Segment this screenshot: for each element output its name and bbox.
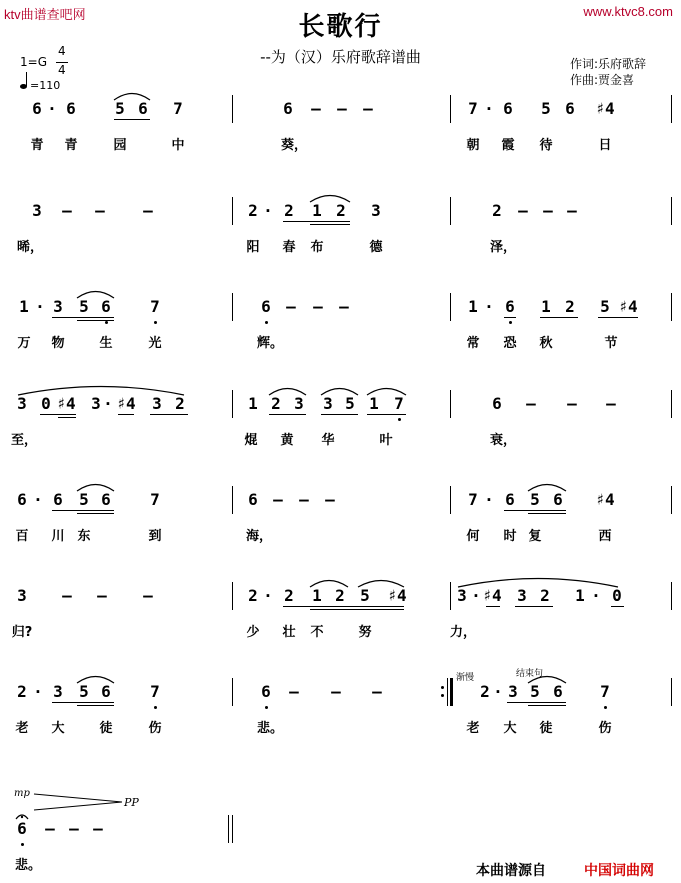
- composer-credit: 作曲:贾金喜: [570, 73, 635, 87]
- time-signature-top: 4: [58, 44, 66, 58]
- lyric-char: 黄: [280, 433, 294, 448]
- note: ·: [33, 490, 43, 509]
- bar-line: [671, 582, 672, 610]
- beam-line: [114, 119, 150, 120]
- decrescendo-hairpin: [12, 786, 142, 816]
- bar-line: [232, 390, 233, 418]
- dynamic-mp: mp: [14, 788, 30, 799]
- lyric-char: 何: [466, 529, 480, 544]
- note: 6: [553, 490, 563, 509]
- lyric-char: 海，: [245, 529, 273, 544]
- repeat-dot: [441, 686, 444, 689]
- lyric-char: 悲。: [256, 721, 284, 736]
- note: 6: [101, 682, 111, 701]
- lyric-char: 德: [369, 240, 383, 255]
- beam-line: [528, 513, 566, 514]
- note: –: [331, 682, 341, 701]
- note: 6: [283, 99, 293, 118]
- note: ·: [484, 490, 494, 509]
- lyric-char: 至，: [10, 433, 38, 448]
- beam-line: [504, 510, 566, 511]
- beam-line: [269, 414, 306, 415]
- note: 3: [517, 586, 527, 605]
- note: 7: [150, 297, 160, 316]
- note: 5: [530, 682, 540, 701]
- note: 2: [175, 394, 185, 413]
- lyric-char: 时: [503, 529, 517, 544]
- slur-arc: [75, 285, 116, 299]
- note: –: [286, 297, 296, 316]
- note: 3: [53, 297, 63, 316]
- note: –: [62, 201, 72, 220]
- time-signature-bottom: 4: [58, 63, 66, 77]
- repeat-bar-line: [450, 678, 453, 706]
- note: ·: [33, 682, 43, 701]
- note: ·: [263, 586, 273, 605]
- lyric-char: 万: [17, 336, 31, 351]
- note: 5: [530, 490, 540, 509]
- lyric-char: 泽，: [489, 240, 517, 255]
- note: –: [93, 819, 103, 838]
- note: –: [299, 490, 309, 509]
- beam-line: [367, 414, 406, 415]
- song-title: 长歌行: [298, 12, 383, 42]
- octave-dot: [604, 706, 607, 709]
- note: ·: [35, 297, 45, 316]
- beam-line: [611, 606, 624, 607]
- beam-line: [283, 221, 350, 222]
- lyric-char: 东: [77, 529, 91, 544]
- watermark-right: www.ktvc8.com: [583, 4, 673, 19]
- lyric-char: 老: [466, 721, 480, 736]
- note: 3: [152, 394, 162, 413]
- beam-line: [528, 705, 566, 706]
- note: –: [95, 201, 105, 220]
- note: 7: [394, 394, 404, 413]
- bar-line: [228, 815, 229, 843]
- note: ♯4: [116, 394, 136, 413]
- lyric-char: 阳: [246, 240, 260, 255]
- note: 2: [248, 201, 258, 220]
- lyric-char: 老: [15, 721, 29, 736]
- note: –: [543, 201, 553, 220]
- octave-dot: [265, 706, 268, 709]
- beam-line: [486, 606, 500, 607]
- slur-arc: [112, 87, 152, 101]
- bar-line: [671, 95, 672, 123]
- note: 2: [284, 201, 294, 220]
- note: 6: [138, 99, 148, 118]
- bar-line: [232, 486, 233, 514]
- note: –: [325, 490, 335, 509]
- note: –: [567, 201, 577, 220]
- bar-line: [450, 486, 451, 514]
- note: 2: [336, 201, 346, 220]
- beam-line: [150, 414, 188, 415]
- note: ·: [103, 394, 113, 413]
- lyric-char: 壮: [282, 625, 296, 640]
- note: –: [69, 819, 79, 838]
- note: –: [313, 297, 323, 316]
- slur-arc: [308, 574, 350, 588]
- lyric-char: 葵，: [280, 138, 308, 153]
- slur-arc: [319, 382, 360, 396]
- lyric-char: 悲。: [14, 858, 42, 873]
- bar-line: [450, 582, 451, 610]
- beam-line: [52, 317, 114, 318]
- lyric-char: 大: [51, 721, 65, 736]
- lyric-char: 布: [310, 240, 324, 255]
- note: ·: [484, 99, 494, 118]
- beam-line: [52, 702, 114, 703]
- note: 1: [312, 201, 322, 220]
- lyric-char: 复: [528, 529, 542, 544]
- note: 6: [553, 682, 563, 701]
- lyric-char: 秋: [539, 336, 553, 351]
- fermata-icon: [14, 810, 30, 820]
- watermark-left: ktv曲谱查吧网: [4, 7, 86, 22]
- note: 5: [79, 682, 89, 701]
- beam-line: [40, 414, 76, 415]
- note: 5: [360, 586, 370, 605]
- song-subtitle: --为（汉）乐府歌辞谱曲: [260, 48, 421, 66]
- beam-line: [310, 224, 350, 225]
- beam-line: [507, 702, 566, 703]
- note: 3: [508, 682, 518, 701]
- beam-line: [598, 317, 638, 318]
- lyric-char: 生: [99, 336, 113, 351]
- bar-line: [671, 293, 672, 321]
- note: 3: [17, 394, 27, 413]
- bar-line: [232, 582, 233, 610]
- note: 5: [345, 394, 355, 413]
- lyric-char: 恐: [503, 336, 517, 351]
- note: 6: [505, 490, 515, 509]
- lyric-char: 叶: [379, 433, 393, 448]
- note: 5: [79, 490, 89, 509]
- note: 2: [248, 586, 258, 605]
- note: –: [97, 586, 107, 605]
- lyric-char: 大: [503, 721, 517, 736]
- bar-line: [671, 390, 672, 418]
- slur-arc: [356, 574, 406, 588]
- lyric-char: 春: [282, 240, 296, 255]
- lyric-char: 晞，: [16, 240, 44, 255]
- slur-arc: [456, 574, 620, 588]
- note: 6: [565, 99, 575, 118]
- note: 7: [468, 490, 478, 509]
- beam-line: [283, 606, 404, 607]
- note: 6: [53, 490, 63, 509]
- note: 2: [17, 682, 27, 701]
- note: 2: [335, 586, 345, 605]
- beam-line: [515, 606, 553, 607]
- note: 2: [492, 201, 502, 220]
- note: ·: [263, 201, 273, 220]
- note: 1: [19, 297, 29, 316]
- lyric-char: 节: [604, 336, 618, 351]
- note: 6: [503, 99, 513, 118]
- lyric-char: 待: [539, 138, 553, 153]
- note: 0: [612, 586, 622, 605]
- slur-arc: [75, 478, 116, 492]
- note: 5: [541, 99, 551, 118]
- bar-line: [450, 197, 451, 225]
- slur-arc: [267, 382, 308, 396]
- quarter-note-stem: [26, 72, 27, 86]
- lyric-char: 华: [321, 433, 335, 448]
- note: 6: [261, 682, 271, 701]
- note: ♯4: [482, 586, 502, 605]
- note: 3: [294, 394, 304, 413]
- note: ♯4: [595, 99, 615, 118]
- note: 7: [468, 99, 478, 118]
- note: 3: [17, 586, 27, 605]
- note: 1: [248, 394, 258, 413]
- note: –: [372, 682, 382, 701]
- source-label: 本曲谱源自: [476, 863, 546, 879]
- repeat-dot: [441, 694, 444, 697]
- note: 3: [371, 201, 381, 220]
- note: 2: [284, 586, 294, 605]
- beam-line: [540, 317, 578, 318]
- bar-line: [450, 390, 451, 418]
- lyric-char: 伤: [148, 721, 162, 736]
- octave-dot: [398, 418, 401, 421]
- note: 6: [66, 99, 76, 118]
- beam-line: [58, 417, 76, 418]
- note: ♯4: [387, 586, 407, 605]
- lyric-char: 少: [246, 625, 260, 640]
- beam-line: [118, 414, 134, 415]
- lyric-char: 归?: [11, 625, 33, 640]
- note: 5: [600, 297, 610, 316]
- note: ·: [493, 682, 503, 701]
- note: 7: [600, 682, 610, 701]
- note: 6: [101, 297, 111, 316]
- note: 3: [32, 201, 42, 220]
- lyric-char: 力，: [449, 625, 477, 640]
- ending-phrase-mark: 结束句: [516, 669, 544, 679]
- lyric-char: 川: [51, 529, 65, 544]
- note: –: [45, 819, 55, 838]
- note: 1: [575, 586, 585, 605]
- note: –: [526, 394, 536, 413]
- key-signature: 1=G: [20, 55, 47, 69]
- note: –: [143, 586, 153, 605]
- bar-line: [450, 293, 451, 321]
- lyric-char: 光: [148, 336, 162, 351]
- bar-line: [671, 678, 672, 706]
- note: 6: [261, 297, 271, 316]
- beam-line: [77, 705, 114, 706]
- note: 2: [565, 297, 575, 316]
- note: –: [273, 490, 283, 509]
- source-site-link[interactable]: 中国词曲网: [584, 863, 654, 879]
- note: 6: [492, 394, 502, 413]
- note: 2: [540, 586, 550, 605]
- slur-arc: [75, 670, 116, 684]
- lyric-char: 中: [171, 138, 185, 153]
- note: 1: [541, 297, 551, 316]
- note: 6: [248, 490, 258, 509]
- lyric-char: 物: [51, 336, 65, 351]
- lyric-char: 衰，: [489, 433, 517, 448]
- beam-line: [77, 320, 114, 321]
- lyric-char: 不: [310, 625, 324, 640]
- beam-line: [52, 510, 114, 511]
- octave-dot: [509, 321, 512, 324]
- octave-dot: [154, 321, 157, 324]
- note: ♯4: [618, 297, 638, 316]
- note: 7: [173, 99, 183, 118]
- note: 1: [312, 586, 322, 605]
- repeat-bar-line: [447, 678, 448, 706]
- beam-line: [77, 513, 114, 514]
- lyricist-credit: 作词:乐府歌辞: [570, 57, 647, 71]
- note: –: [311, 99, 321, 118]
- lyric-char: 百: [15, 529, 29, 544]
- lyric-char: 青: [30, 138, 44, 153]
- note: ·: [591, 586, 601, 605]
- beam-line: [321, 414, 358, 415]
- lyric-char: 青: [64, 138, 78, 153]
- note: 2: [480, 682, 490, 701]
- slur-arc: [526, 478, 568, 492]
- note: 3: [323, 394, 333, 413]
- dynamic-pp: PP: [124, 796, 139, 809]
- note: –: [62, 586, 72, 605]
- tempo-mark: =110: [30, 79, 61, 92]
- bar-line: [232, 197, 233, 225]
- note: 6: [505, 297, 515, 316]
- lyric-char: 园: [113, 138, 127, 153]
- note: 0: [41, 394, 51, 413]
- lyric-char: 西: [598, 529, 612, 544]
- lyric-char: 日: [598, 138, 612, 153]
- note: 6: [32, 99, 42, 118]
- note: 5: [115, 99, 125, 118]
- lyric-char: 到: [148, 529, 162, 544]
- note: –: [606, 394, 616, 413]
- note: –: [567, 394, 577, 413]
- note: –: [363, 99, 373, 118]
- note: ·: [47, 99, 57, 118]
- note: ·: [471, 586, 481, 605]
- note: ·: [484, 297, 494, 316]
- note: 7: [150, 490, 160, 509]
- note: 1: [468, 297, 478, 316]
- octave-dot: [265, 321, 268, 324]
- lyric-char: 常: [466, 336, 480, 351]
- note: 1: [369, 394, 379, 413]
- slur-arc: [16, 382, 186, 396]
- lyric-char: 焜: [244, 433, 258, 448]
- note: 2: [271, 394, 281, 413]
- note: ♯4: [56, 394, 76, 413]
- bar-line: [450, 95, 451, 123]
- lyric-char: 努: [358, 625, 372, 640]
- lyric-char: 徒: [99, 721, 113, 736]
- note: –: [518, 201, 528, 220]
- note: 6: [17, 490, 27, 509]
- note: 7: [150, 682, 160, 701]
- bar-line: [232, 293, 233, 321]
- note: –: [289, 682, 299, 701]
- lyric-char: 霞: [501, 138, 515, 153]
- note: ♯4: [595, 490, 615, 509]
- lyric-char: 朝: [466, 138, 480, 153]
- bar-line: [232, 95, 233, 123]
- octave-dot: [154, 706, 157, 709]
- octave-dot: [105, 321, 108, 324]
- lyric-char: 徒: [539, 721, 553, 736]
- note: –: [339, 297, 349, 316]
- beam-line: [504, 317, 516, 318]
- bar-line: [232, 678, 233, 706]
- bar-line: [232, 815, 233, 843]
- note: –: [143, 201, 153, 220]
- octave-dot: [21, 843, 24, 846]
- note: 3: [53, 682, 63, 701]
- bar-line: [671, 486, 672, 514]
- note: 6: [101, 490, 111, 509]
- note: 5: [79, 297, 89, 316]
- slur-arc: [365, 382, 408, 396]
- lyric-char: 辉。: [256, 336, 284, 351]
- note: –: [337, 99, 347, 118]
- ritardando-mark: 渐慢: [456, 673, 475, 683]
- beam-line: [310, 609, 404, 610]
- slur-arc: [308, 189, 352, 203]
- lyric-char: 伤: [598, 721, 612, 736]
- bar-line: [671, 197, 672, 225]
- note: 3: [457, 586, 467, 605]
- note: 6: [17, 819, 27, 838]
- note: 3: [91, 394, 101, 413]
